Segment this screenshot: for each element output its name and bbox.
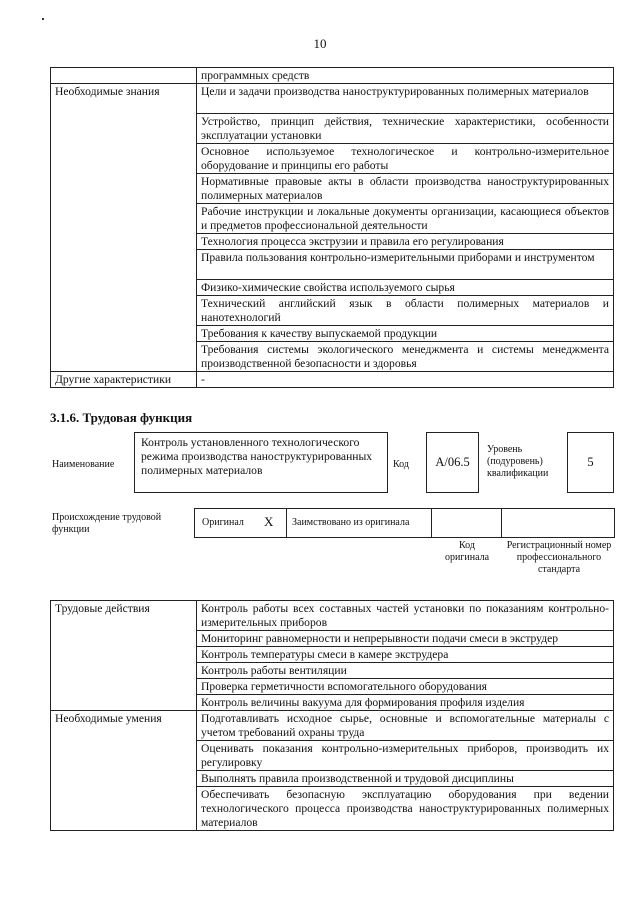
section-title: 3.1.6. Трудовая функция [50,410,193,425]
table-cell: Нормативные правовые акты в области производства наноструктурированных полимерных материалов [197,174,614,204]
table-cell: Проверка герметичности вспомогательного оборудования [197,679,614,695]
table-cell: Физико-химические свойства используемого сырья [197,280,614,296]
table-cell: Требования к качеству выпускаемой продукции [197,326,614,342]
scan-speck [42,18,44,20]
table-row [51,84,614,114]
row-label-skills: Необходимые умения [51,711,197,831]
row-label-knowledge: Необходимые знания [51,84,197,372]
row-label-actions: Трудовые действия [51,601,197,711]
original-mark: X [264,514,274,529]
table-cell: Требования системы экологического менеджмента и системы менеджмента производственной безопасности и здоровья [197,342,614,372]
original-label: Оригинал [202,517,244,528]
reg-number-caption: Регистрационный номер профессионального стандарта [506,540,612,575]
row-label-other: Другие характеристики [51,372,197,388]
table-cell: Контроль работы вентиляции [197,663,614,679]
level-label: Уровень (подуровень) квалификации [487,444,549,479]
table-cell: Оценивать показания контрольно-измерительных приборов, производить их регулировку [197,741,614,771]
actions-table [50,600,614,831]
table-cell: Контроль величины вакуума для формирования профиля изделия [197,695,614,711]
table-cell: Контроль работы всех составных частей установки по показаниям контрольно-измерительных приборов [197,601,614,631]
table-cell: Обеспечивать безопасную эксплуатацию оборудования при ведении технологического процесса производства наноструктурированных полимерных материалов [197,787,614,831]
table-row [51,711,614,741]
page-number: 10 [313,36,327,51]
origin-divider-3 [501,508,502,538]
table-row [51,372,614,388]
origin-divider-2 [431,508,432,538]
function-name: Контроль установленного технологического режима производства наноструктурированных полимерных материалов [141,436,373,477]
code-label: Код [393,459,409,470]
level-value: 5 [587,455,594,469]
function-name-box [134,432,388,493]
table-cell: Цели и задачи производства наноструктурированных полимерных материалов [197,84,614,114]
origin-label: Происхождение трудовой функции [52,512,162,535]
table-cell: Мониторинг равномерности и непрерывности подачи смеси в экструдер [197,631,614,647]
table-cell: Выполнять правила производственной и трудовой дисциплины [197,771,614,787]
row-label [51,68,197,84]
table-cell: Технический английский язык в области полимерных материалов и нанотехнологий [197,296,614,326]
table-cell: Технология процесса экструзии и правила его регулирования [197,234,614,250]
knowledge-table [50,67,614,388]
table-cell: Рабочие инструкции и локальные документы организации, касающиеся объектов и предметов профессиональной деятельности [197,204,614,234]
table-cell: - [197,372,614,388]
table-cell: программных средств [197,68,614,84]
table-cell: Основное используемое технологическое и контрольно-измерительное оборудование и принципы его работы [197,144,614,174]
borrowed-label: Заимствовано из оригинала [292,517,410,528]
table-cell: Устройство, принцип действия, технические характеристики, особенности эксплуатации установки [197,114,614,144]
code-value: А/06.5 [435,455,470,469]
table-cell: Подготавливать исходное сырье, основные и вспомогательные материалы с учетом требований охраны труда [197,711,614,741]
origin-divider-1 [286,508,287,538]
table-cell: Правила пользования контрольно-измерительными приборами и инструментом [197,250,614,280]
table-row [51,601,614,631]
name-label: Наименование [52,459,115,470]
origin-code-caption: Код оригинала [444,540,490,563]
table-row [51,68,614,84]
code-box [426,432,479,493]
table-cell: Контроль температуры смеси в камере экструдера [197,647,614,663]
level-box [567,432,614,493]
